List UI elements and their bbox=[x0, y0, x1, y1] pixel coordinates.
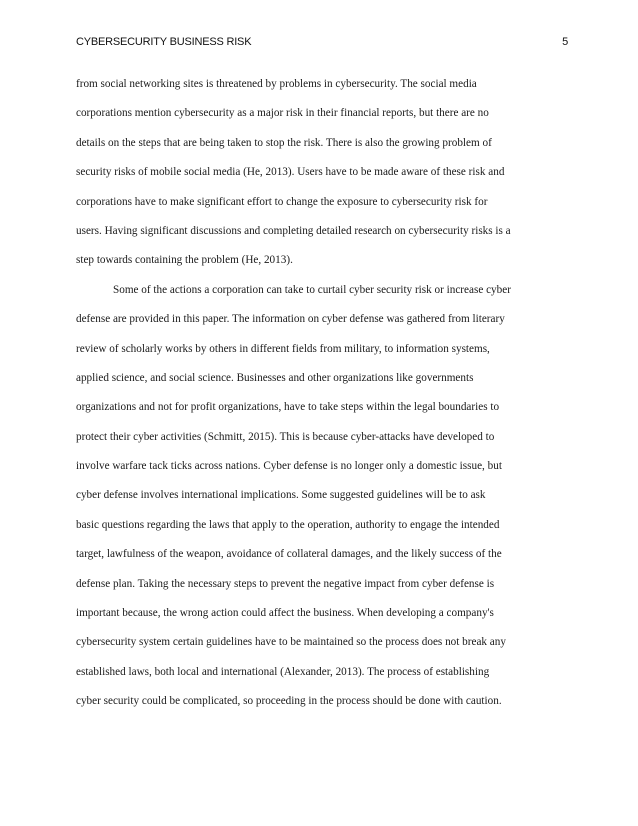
text-line: basic questions regarding the laws that apply to the operation, authority to engage the intended bbox=[76, 518, 500, 531]
running-head-title: CYBERSECURITY BUSINESS RISK bbox=[76, 36, 252, 48]
text-line: cyber security could be complicated, so proceeding in the process should be done with caution. bbox=[76, 695, 502, 708]
text-line: protect their cyber activities (Schmitt, 2015). This is because cyber-attacks have developed to bbox=[76, 430, 495, 443]
body-text bbox=[76, 70, 568, 717]
text-line: review of scholarly works by others in different fields from military, to information systems, bbox=[76, 342, 490, 355]
text-line: involve warfare tack ticks across nations. Cyber defense is no longer only a domestic issue, but bbox=[76, 460, 502, 473]
text-line: details on the steps that are being taken to stop the risk. There is also the growing problem of bbox=[76, 136, 492, 149]
text-line: security risks of mobile social media (He, 2013). Users have to be made aware of these risk and bbox=[76, 166, 505, 179]
text-line: important because, the wrong action could affect the business. When developing a company's bbox=[76, 607, 494, 620]
text-line: applied science, and social science. Businesses and other organizations like governments bbox=[76, 371, 474, 384]
text-line: corporations have to make significant effort to change the exposure to cybersecurity risk for bbox=[76, 195, 488, 208]
text-line: cybersecurity system certain guidelines have to be maintained so the process does not break any bbox=[76, 636, 506, 649]
text-line: organizations and not for profit organizations, have to take steps within the legal boundaries to bbox=[76, 401, 500, 414]
text-line: step towards containing the problem (He, 2013). bbox=[76, 254, 293, 267]
text-line: defense are provided in this paper. The information on cyber defense was gathered from literary bbox=[76, 313, 505, 326]
text-line: established laws, both local and international (Alexander, 2013). The process of establishing bbox=[76, 665, 490, 678]
text-line: corporations mention cybersecurity as a major risk in their financial reports, but there are no bbox=[76, 107, 489, 120]
text-line: Some of the actions a corporation can take to curtail cyber security risk or increase cyber bbox=[113, 283, 511, 296]
text-line: cyber defense involves international implications. Some suggested guidelines will be to ask bbox=[76, 489, 486, 502]
page-number: 5 bbox=[562, 36, 568, 48]
text-line: defense plan. Taking the necessary steps to prevent the negative impact from cyber defense is bbox=[76, 577, 495, 590]
running-head bbox=[76, 36, 568, 52]
text-line: users. Having significant discussions and completing detailed research on cybersecurity risks is a bbox=[76, 224, 511, 237]
text-line: from social networking sites is threatened by problems in cybersecurity. The social media bbox=[76, 78, 477, 90]
text-line: target, lawfulness of the weapon, avoidance of collateral damages, and the likely success of the bbox=[76, 548, 502, 561]
